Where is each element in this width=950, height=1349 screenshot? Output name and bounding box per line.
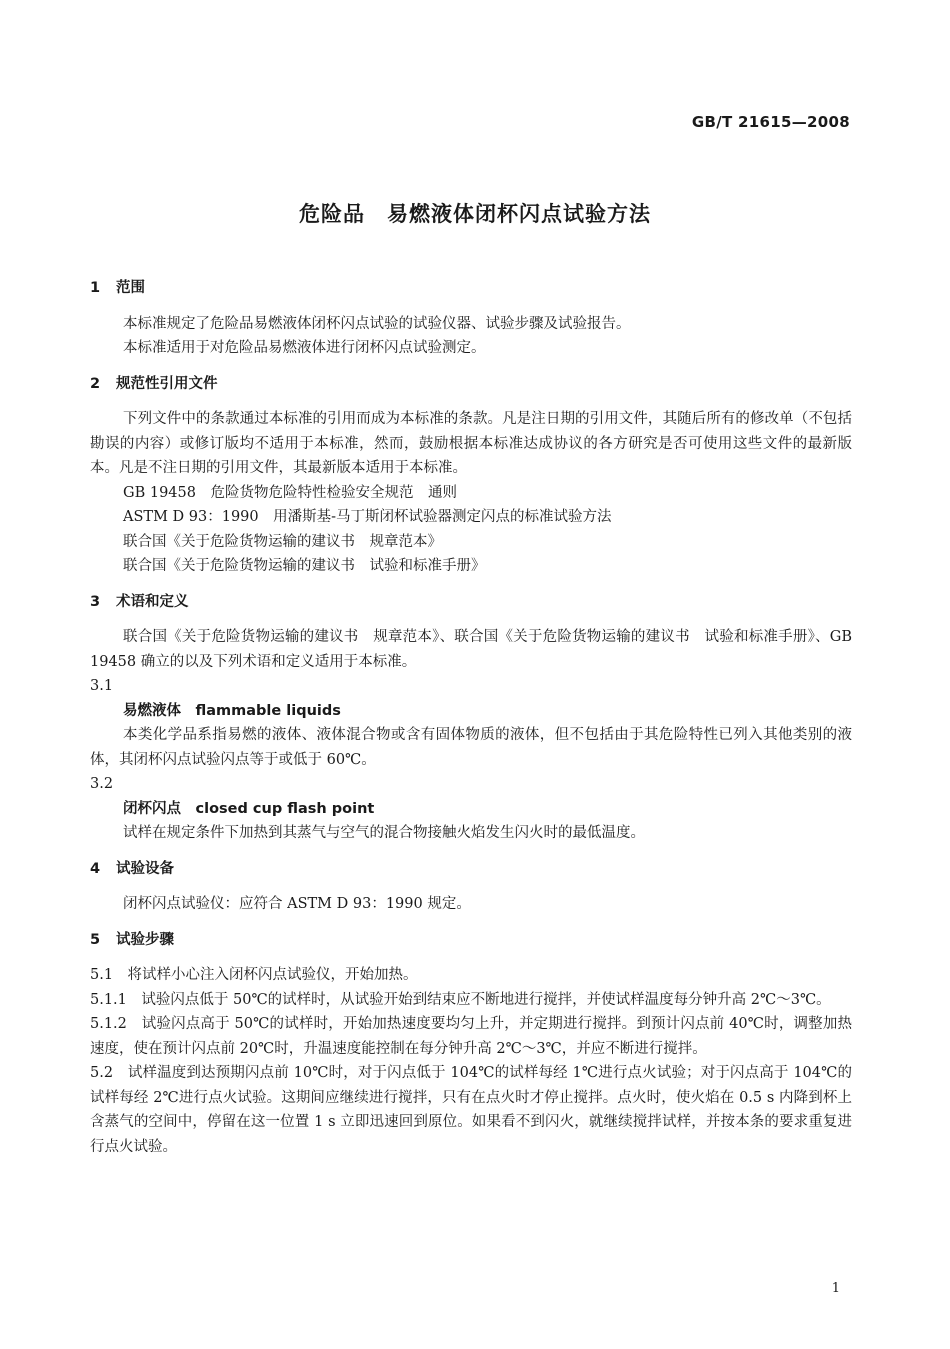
term-number: 3.2 [90,776,114,792]
term-definition: 试样在规定条件下加热到其蒸气与空气的混合物接触火焰发生闪火时的最低温度。 [123,825,645,841]
step-item: 5.1 将试样小心注入闭杯闪点试验仪，开始加热。 [90,967,418,983]
step-item: 5.1.1 试验闪点低于 50℃的试样时，从试验开始到结束应不断地进行搅拌，并使试样温度每分钟升高 2℃～3℃。 [90,991,831,1008]
section-5-heading [90,928,852,953]
section-3-paragraph: 联合国《关于危险货物运输的建议书 规章范本》、联合国《关于危险货物运输的建议书 试验和标准手册》、GB 19458 确立的以及下列术语和定义适用于本标准。 [90,629,852,670]
section-title: 规范性引用文件 [116,375,218,392]
reference-item: ASTM D 93：1990 用潘斯基-马丁斯闭杯试验器测定闪点的标准试验方法 [123,509,612,525]
reference-item: 联合国《关于危险货物运输的建议书 试验和标准手册》 [123,558,486,574]
section-title: 试验步骤 [116,931,174,948]
section-number: 3 [90,593,101,610]
section-1-paragraph-2: 本标准适用于对危险品易燃液体进行闭杯闪点试验测定。 [123,340,486,356]
term-name: 闭杯闪点 closed cup flash point [123,800,375,817]
section-number: 5 [90,931,101,948]
section-title: 范围 [116,280,145,296]
section-title: 术语和定义 [116,593,189,610]
section-1-heading [90,276,852,301]
standard-code: GB/T 21615—2008 [691,113,850,131]
section-4-paragraph: 闭杯闪点试验仪：应符合 ASTM D 93：1990 规定。 [123,896,471,912]
document-title: 危险品 易燃液体闭杯闪点试验方法 [299,202,651,226]
section-title: 试验设备 [116,860,174,877]
reference-item: GB 19458 危险货物危险特性检验安全规范 通则 [123,484,457,501]
section-1-paragraph-1: 本标准规定了危险品易燃液体闭杯闪点试验的试验仪器、试验步骤及试验报告。 [123,315,631,332]
page-number: 1 [831,1281,840,1296]
term-number: 3.1 [90,678,114,694]
section-2-heading [90,372,852,397]
document-body [90,276,852,1159]
section-4-heading [90,857,852,882]
section-number: 1 [90,280,101,296]
section-number: 2 [90,375,101,392]
step-item: 5.2 试样温度到达预期闪点前 10℃时，对于闪点低于 104℃的试样每经 1℃进行点火试验；对于闪点高于 104℃的试样每经 2℃进行点火试验。这期间应继续进行搅拌，只有在点火时才停止搅拌。点火时，使火焰在 0.5 s 内降到杯上含蒸气的空间中，停留在这一位置 1 s 立即迅速回到原位。如果看不到闪火，就继续搅拌试样，并按本条的要求重复进行点火试验。 [90,1065,852,1155]
section-2-paragraph: 下列文件中的条款通过本标准的引用而成为本标准的条款。凡是注日期的引用文件，其随后所有的修改单（不包括勘误的内容）或修订版均不适用于本标准，然而，鼓励根据本标准达成协议的各方研究是否可使用这些文件的最新版本。凡是不注日期的引用文件，其最新版本适用于本标准。 [90,411,852,476]
term-name: 易燃液体 flammable liquids [123,702,341,719]
section-number: 4 [90,860,101,877]
section-3-heading [90,590,852,615]
term-definition: 本类化学品系指易燃的液体、液体混合物或含有固体物质的液体，但不包括由于其危险特性已列入其他类别的液体，其闭杯闪点试验闪点等于或低于 60℃。 [90,727,852,768]
reference-item: 联合国《关于危险货物运输的建议书 规章范本》 [123,533,442,550]
step-item: 5.1.2 试验闪点高于 50℃的试样时，开始加热速度要均匀上升，并定期进行搅拌。到预计闪点前 40℃时，调整加热速度，使在预计闪点前 20℃时，升温速度能控制在每分钟升高 2℃～3℃，并应不断进行搅拌。 [90,1016,852,1057]
